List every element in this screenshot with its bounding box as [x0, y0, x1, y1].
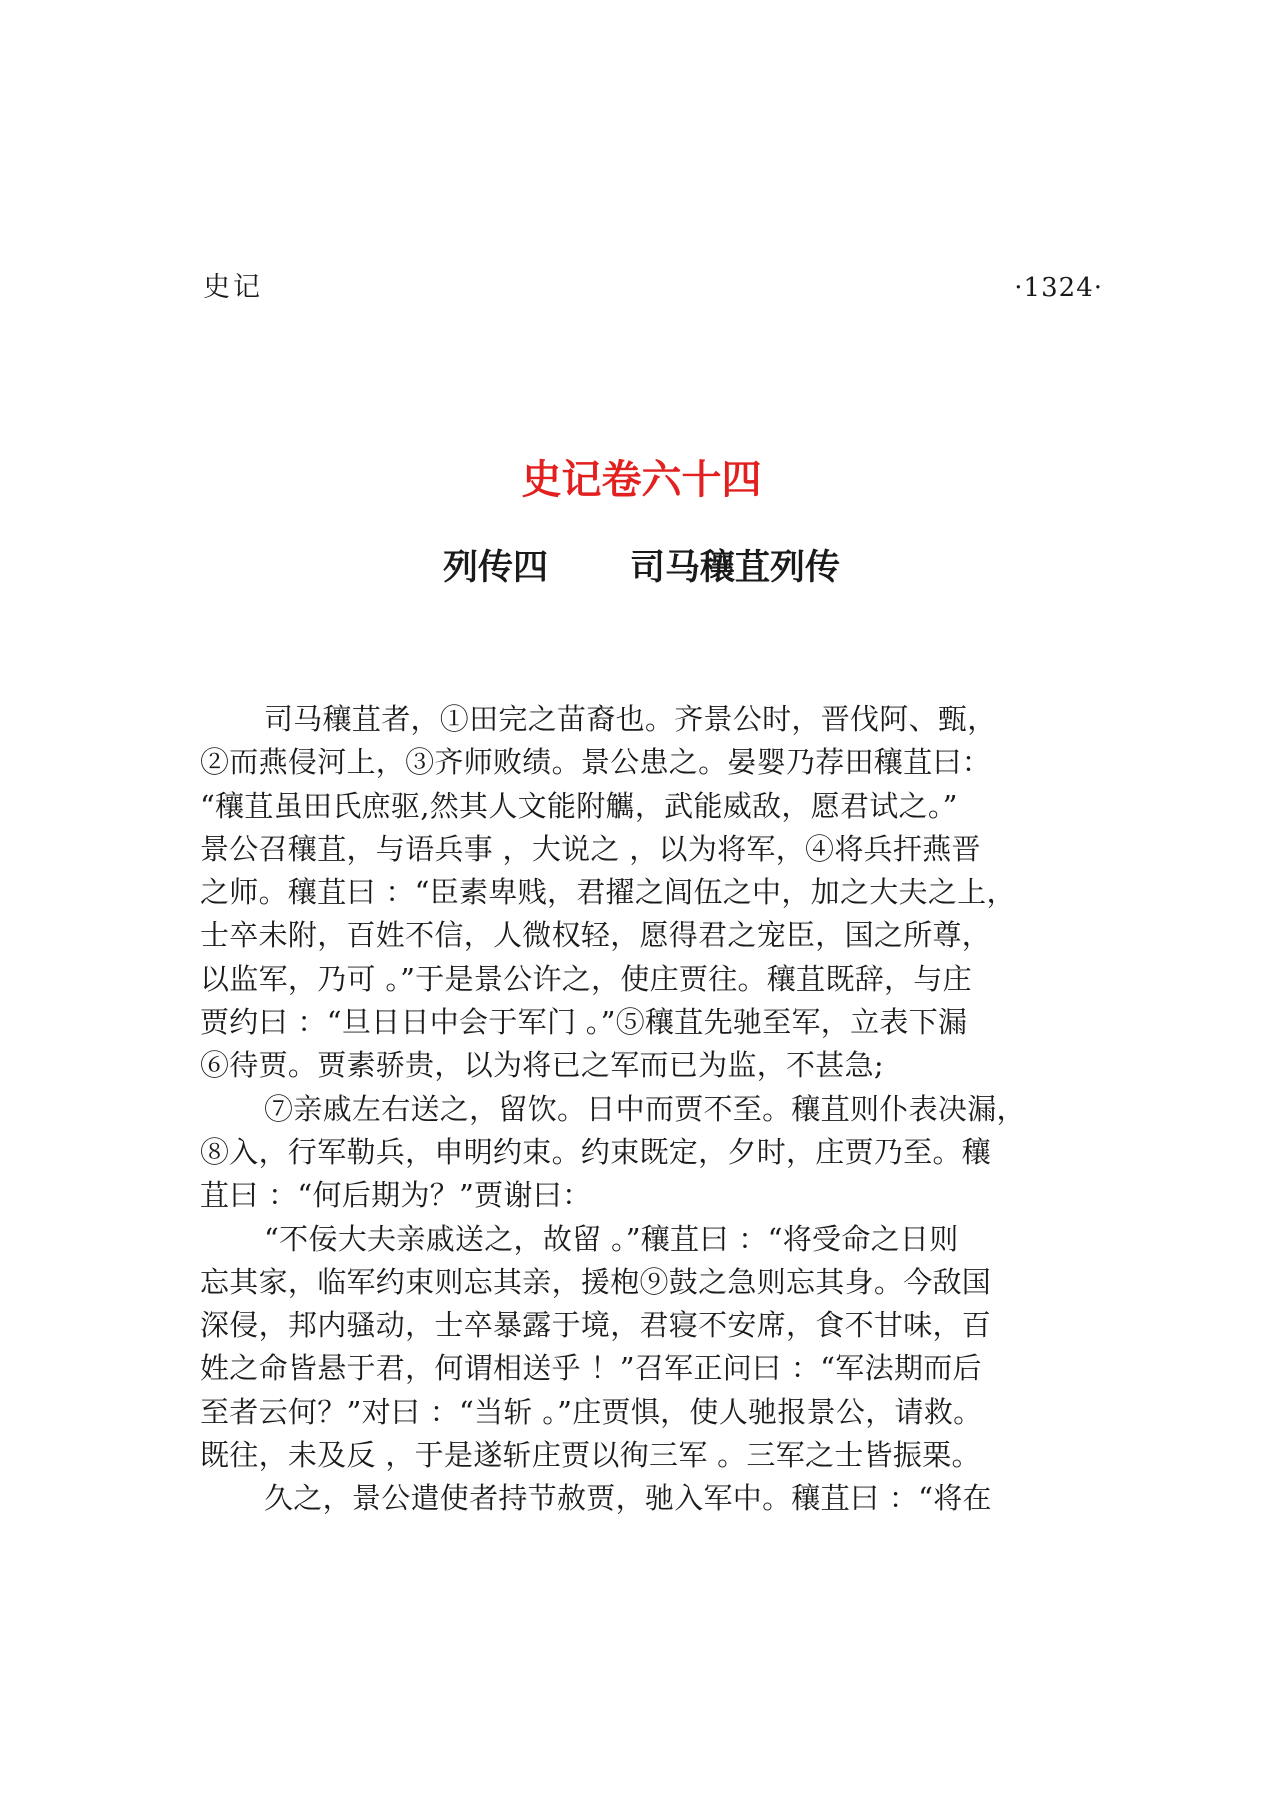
- text-line: ⑧入，行军勒兵，申明约束。约束既定，夕时，庄贾乃至。穰: [200, 1134, 992, 1169]
- text-line: ⑥待贾。贾素骄贵，以为将已之军而已为监，不甚急;: [200, 1048, 884, 1083]
- text-line: 司马穰苴者，①田完之苗裔也。齐景公时，晋伐阿、甄，: [264, 702, 997, 736]
- chapter-title: [0, 543, 1283, 593]
- text-line: 忘其家，临军约束则忘其亲，援枹⑨鼓之急则忘其身。今敌国: [200, 1264, 992, 1299]
- book-name: 史记: [203, 272, 263, 303]
- text-line: “不佞大夫亲戚送之，故留 。”穰苴曰 ：“将受命之日则: [264, 1221, 959, 1256]
- text-line: 姓之命皆悬于君，何谓相送乎 ！”召军正问曰 ：“军法期而后: [200, 1351, 982, 1386]
- text-line: ②而燕侵河上，③齐师败绩。景公患之。晏婴乃荐田穰苴曰：: [200, 745, 992, 780]
- text-line: 至者云何？”对曰 ：“当斩 。”庄贾惧，使人驰报景公，请救。: [200, 1394, 983, 1429]
- volume-title: 史记卷六十四: [521, 457, 762, 503]
- chapter-part: 列传四: [442, 548, 548, 588]
- text-line: “穰苴虽田氏庶驱,然其人文能附觽，武能威敌，愿君试之。”: [200, 788, 958, 823]
- text-line: 久之，景公遣使者持节赦贾，驰入军中。穰苴曰 ：“将在: [264, 1481, 992, 1516]
- text-line: 深侵，邦内骚动，士卒暴露于境，君寝不安席，食不甘味，百: [200, 1308, 992, 1343]
- body-text: [200, 698, 1100, 1521]
- text-line: 景公召穰苴，与语兵事 ，大说之 ，以为将军，④将兵扞燕晋: [200, 831, 981, 866]
- text-line: ⑦亲戚左右送之，留饮。日中而贾不至。穰苴则仆表决漏，: [264, 1091, 1026, 1126]
- text-line: 以监军，乃可 。”于是景公许之，使庄贾往。穰苴既辞，与庄: [200, 961, 972, 996]
- text-line: 之师。穰苴曰 ：“臣素卑贱，君擢之闾伍之中，加之大夫之上，: [200, 875, 1016, 910]
- text-line: 既往，未及反 ，于是遂斩庄贾以徇三军 。三军之士皆振栗。: [200, 1438, 981, 1473]
- chapter-name: 司马穰苴列传: [630, 548, 841, 588]
- text-line: 贾约曰 ：“旦日日中会于军门 。”⑤穰苴先驰至军，立表下漏: [200, 1005, 968, 1040]
- text-line: 士卒未附，百姓不信，人微权轻，愿得君之宠臣，国之所尊，: [200, 918, 992, 953]
- page-number: ·1324·: [1014, 273, 1103, 303]
- running-header: [203, 268, 1103, 308]
- text-line: 苴曰 ：“何后期为？”贾谢曰：: [200, 1178, 592, 1213]
